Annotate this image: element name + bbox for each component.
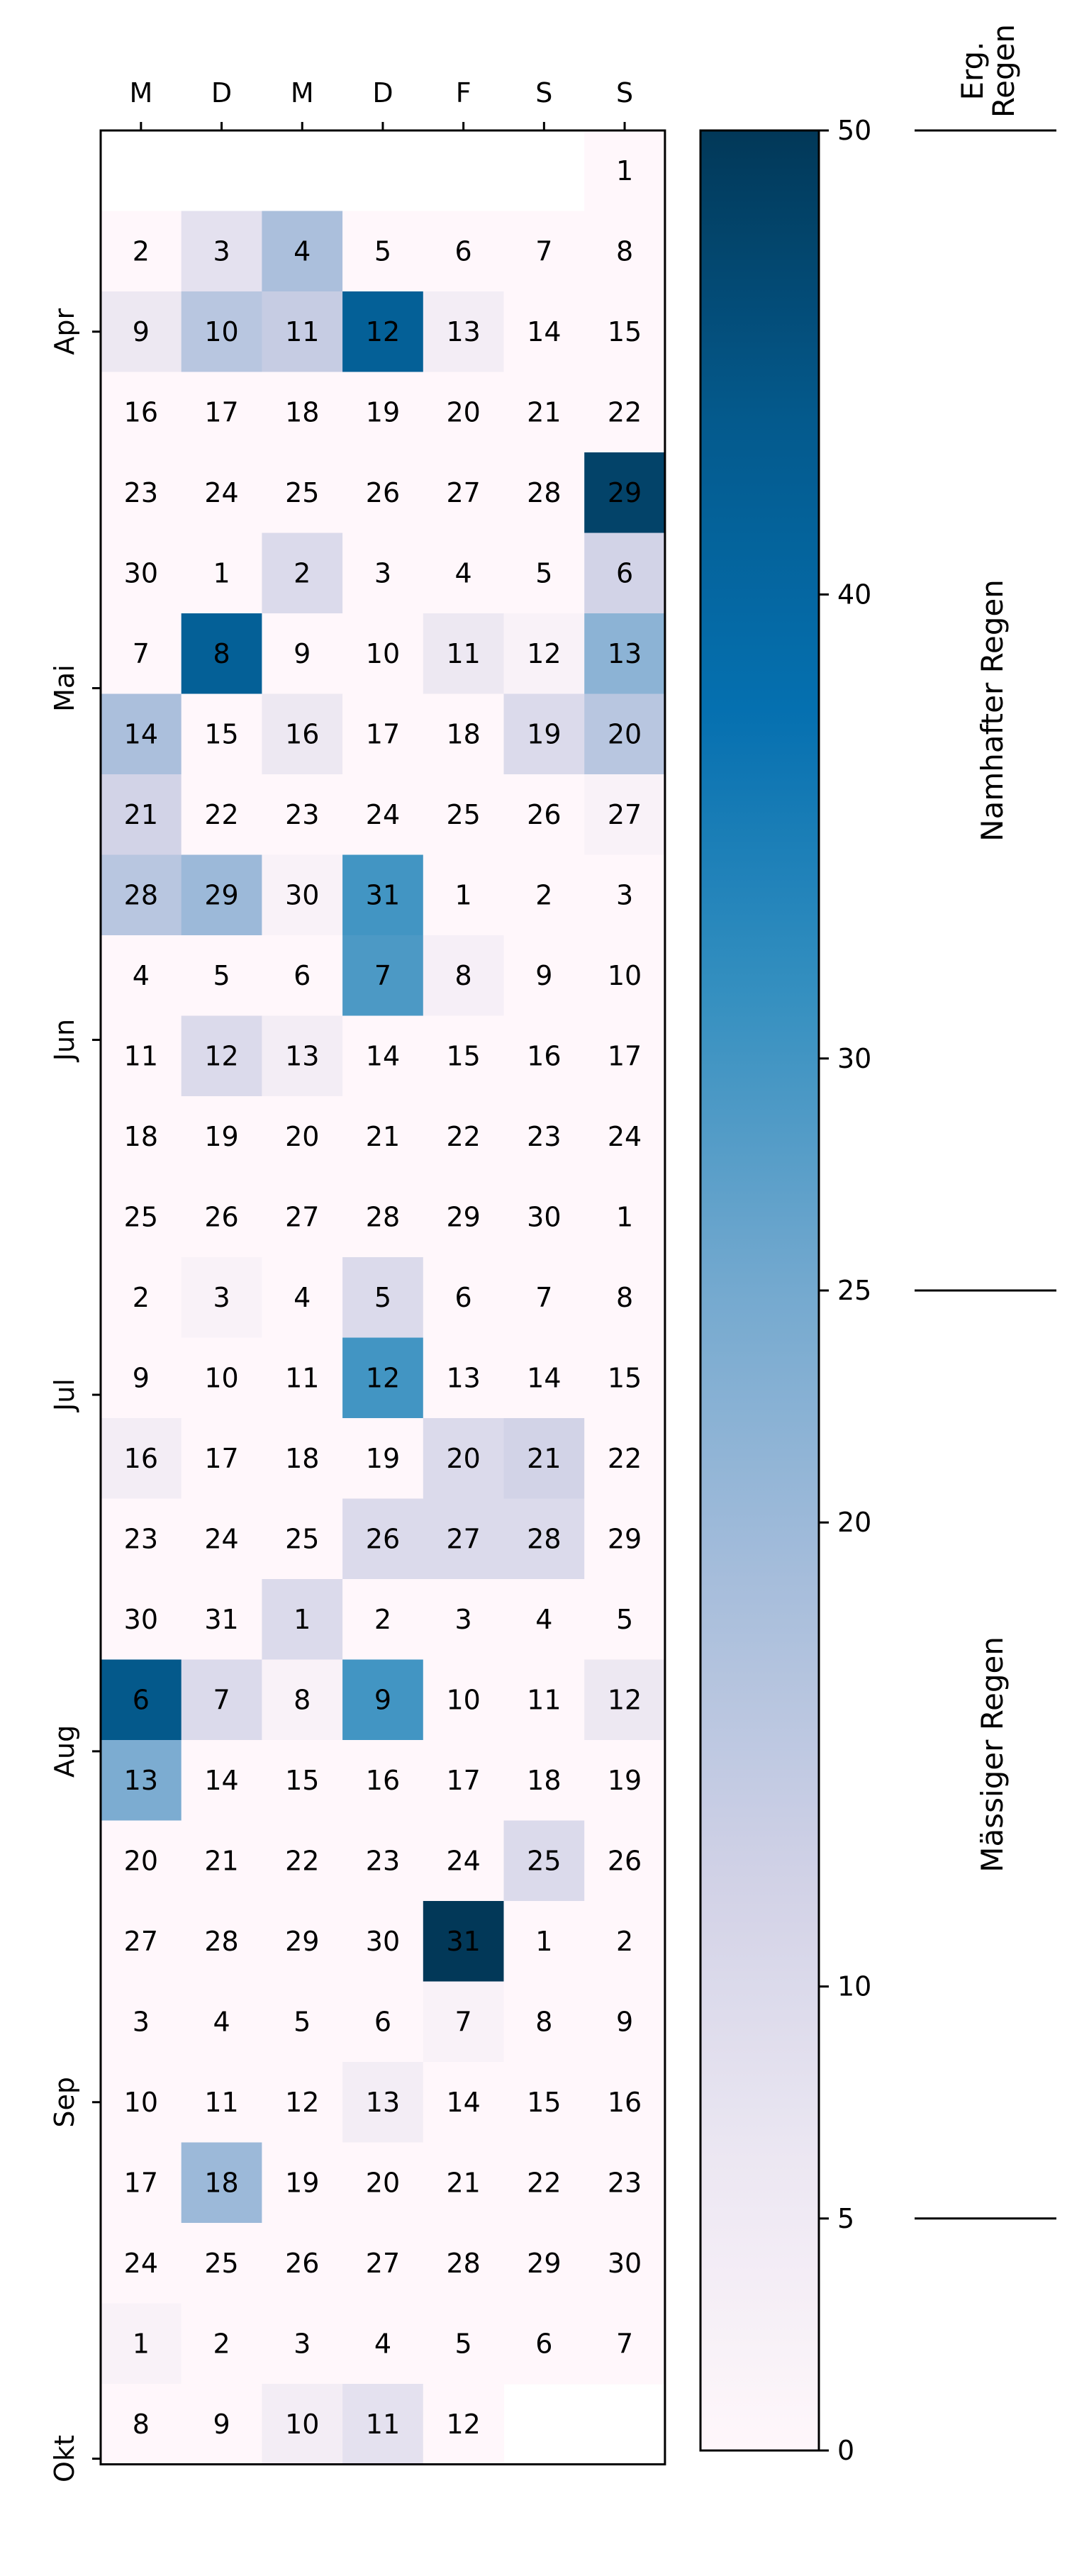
colorbar-tick-label: 10 (837, 1970, 872, 2002)
day-label: 16 (365, 1764, 401, 1796)
month-label: Okt (49, 2435, 80, 2482)
day-label: 2 (615, 1925, 634, 1957)
day-label: 4 (294, 1281, 311, 1313)
colorbar-tick-label: 20 (837, 1507, 872, 1539)
day-label: 12 (607, 1684, 642, 1716)
day-label: 18 (123, 1120, 159, 1152)
day-label: 10 (204, 1362, 239, 1394)
day-label: 1 (615, 155, 634, 186)
day-label: 13 (123, 1764, 159, 1796)
weekday-label: S (535, 77, 553, 108)
day-label: 14 (123, 718, 159, 750)
weekday-label: M (290, 77, 314, 108)
month-label: Jul (49, 1378, 80, 1412)
day-label: 21 (365, 1120, 401, 1152)
day-label: 2 (294, 557, 311, 589)
day-label: 2 (132, 1281, 150, 1313)
day-label: 3 (374, 557, 392, 589)
day-label: 10 (446, 1684, 481, 1716)
day-label: 22 (204, 798, 239, 830)
day-label: 5 (374, 235, 392, 267)
day-label: 9 (535, 959, 553, 991)
day-label: 7 (535, 1281, 553, 1313)
day-label: 22 (527, 2167, 562, 2199)
day-label: 17 (123, 2167, 159, 2199)
day-label: 14 (446, 2086, 481, 2118)
month-label: Sep (49, 2076, 80, 2128)
day-label: 5 (213, 959, 230, 991)
day-label: 28 (527, 476, 562, 508)
day-label: 6 (132, 1684, 150, 1716)
day-label: 14 (204, 1764, 239, 1796)
month-label: Apr (49, 308, 80, 355)
day-label: 12 (365, 1362, 401, 1394)
day-label: 20 (446, 396, 481, 428)
day-label: 16 (123, 1442, 159, 1474)
day-label: 7 (454, 2006, 472, 2038)
colorbar (700, 130, 819, 2450)
day-label: 17 (365, 718, 401, 750)
day-label: 6 (454, 235, 472, 267)
day-label: 12 (285, 2086, 320, 2118)
day-label: 24 (365, 798, 401, 830)
day-label: 28 (204, 1925, 239, 1957)
day-label: 11 (123, 1040, 159, 1072)
month-label: Mai (49, 664, 80, 712)
day-label: 8 (535, 2006, 553, 2038)
day-label: 27 (123, 1925, 159, 1957)
day-label: 30 (365, 1925, 401, 1957)
day-label: 26 (527, 798, 562, 830)
day-label: 21 (123, 798, 159, 830)
day-label: 15 (607, 1362, 642, 1394)
day-label: 17 (607, 1040, 642, 1072)
day-label: 20 (123, 1845, 159, 1877)
day-label: 22 (607, 1442, 642, 1474)
day-label: 15 (607, 316, 642, 347)
day-label: 2 (374, 1603, 392, 1635)
day-label: 18 (446, 718, 481, 750)
day-label: 14 (527, 316, 562, 347)
day-label: 28 (123, 879, 159, 911)
day-label: 15 (446, 1040, 481, 1072)
day-label: 21 (446, 2167, 481, 2199)
day-label: 9 (132, 316, 150, 347)
day-label: 12 (446, 2408, 481, 2440)
day-label: 17 (446, 1764, 481, 1796)
day-label: 1 (454, 879, 472, 911)
day-label: 11 (527, 1684, 562, 1716)
day-label: 26 (285, 2247, 320, 2279)
day-label: 5 (374, 1281, 392, 1313)
day-label: 1 (615, 1201, 634, 1233)
day-label: 4 (132, 959, 150, 991)
day-label: 30 (123, 1603, 159, 1635)
day-label: 13 (446, 1362, 481, 1394)
day-label: 11 (285, 1362, 320, 1394)
day-label: 14 (527, 1362, 562, 1394)
day-label: 27 (365, 2247, 401, 2279)
month-label: Jun (49, 1018, 80, 1061)
day-label: 31 (204, 1603, 239, 1635)
day-label: 24 (446, 1845, 481, 1877)
day-label: 23 (607, 2167, 642, 2199)
day-label: 20 (446, 1442, 481, 1474)
day-label: 21 (527, 1442, 562, 1474)
day-label: 15 (527, 2086, 562, 2118)
day-label: 9 (615, 2006, 634, 2038)
day-label: 16 (607, 2086, 642, 2118)
rain-category-label: Namhafter Regen (975, 579, 1010, 842)
day-label: 8 (294, 1684, 311, 1716)
day-label: 28 (527, 1523, 562, 1555)
day-label: 4 (535, 1603, 553, 1635)
day-label: 30 (527, 1201, 562, 1233)
day-label: 18 (285, 396, 320, 428)
weekday-label: F (455, 77, 471, 108)
day-label: 30 (607, 2247, 642, 2279)
day-label: 29 (446, 1201, 481, 1233)
day-label: 7 (615, 2328, 634, 2360)
day-label: 23 (285, 798, 320, 830)
weekday-label: D (211, 77, 233, 108)
day-label: 22 (607, 396, 642, 428)
day-label: 25 (446, 798, 481, 830)
day-label: 3 (213, 1281, 230, 1313)
rain-category-header: Regen (986, 23, 1021, 118)
day-label: 1 (535, 1925, 553, 1957)
day-label: 13 (446, 316, 481, 347)
day-label: 19 (365, 396, 401, 428)
day-label: 6 (294, 959, 311, 991)
day-label: 10 (607, 959, 642, 991)
day-label: 19 (204, 1120, 239, 1152)
day-label: 24 (204, 1523, 239, 1555)
day-label: 18 (285, 1442, 320, 1474)
day-label: 9 (213, 2408, 230, 2440)
day-label: 5 (294, 2006, 311, 2038)
day-label: 3 (454, 1603, 472, 1635)
day-label: 30 (285, 879, 320, 911)
day-label: 1 (132, 2328, 150, 2360)
day-label: 2 (535, 879, 553, 911)
day-label: 25 (204, 2247, 239, 2279)
day-label: 3 (213, 235, 230, 267)
day-label: 11 (446, 637, 481, 669)
weekday-label: M (129, 77, 153, 108)
day-label: 23 (123, 1523, 159, 1555)
day-label: 17 (204, 1442, 239, 1474)
day-label: 2 (132, 235, 150, 267)
day-label: 3 (615, 879, 634, 911)
day-label: 15 (285, 1764, 320, 1796)
day-label: 7 (213, 1684, 230, 1716)
colorbar-tick-label: 50 (837, 115, 872, 146)
day-label: 29 (527, 2247, 562, 2279)
day-label: 6 (615, 557, 634, 589)
day-label: 4 (213, 2006, 230, 2038)
day-label: 28 (446, 2247, 481, 2279)
day-label: 12 (527, 637, 562, 669)
day-label: 10 (204, 316, 239, 347)
day-label: 20 (285, 1120, 320, 1152)
day-label: 5 (615, 1603, 634, 1635)
rain-category-label: Mässiger Regen (975, 1637, 1010, 1873)
day-label: 25 (285, 476, 320, 508)
month-label: Aug (49, 1724, 80, 1778)
day-label: 12 (204, 1040, 239, 1072)
day-label: 16 (285, 718, 320, 750)
day-label: 15 (204, 718, 239, 750)
day-label: 7 (132, 637, 150, 669)
weekday-label: S (615, 77, 634, 108)
day-label: 16 (123, 396, 159, 428)
day-label: 4 (454, 557, 472, 589)
day-label: 20 (607, 718, 642, 750)
day-label: 26 (365, 1523, 401, 1555)
day-label: 16 (527, 1040, 562, 1072)
day-label: 4 (374, 2328, 392, 2360)
day-label: 7 (374, 959, 392, 991)
day-label: 27 (446, 1523, 481, 1555)
day-label: 30 (123, 557, 159, 589)
day-label: 29 (607, 1523, 642, 1555)
day-label: 18 (527, 1764, 562, 1796)
day-label: 19 (285, 2167, 320, 2199)
rain-category-header: Erg. (955, 41, 990, 101)
day-label: 8 (454, 959, 472, 991)
day-label: 1 (294, 1603, 311, 1635)
day-label: 19 (607, 1764, 642, 1796)
day-label: 19 (365, 1442, 401, 1474)
colorbar-tick-label: 5 (837, 2202, 855, 2234)
day-label: 13 (285, 1040, 320, 1072)
day-label: 7 (535, 235, 553, 267)
day-label: 24 (123, 2247, 159, 2279)
day-label: 27 (607, 798, 642, 830)
day-label: 3 (132, 2006, 150, 2038)
day-label: 6 (535, 2328, 553, 2360)
day-label: 31 (365, 879, 401, 911)
day-label: 17 (204, 396, 239, 428)
colorbar-tick-label: 30 (837, 1042, 872, 1074)
day-label: 21 (204, 1845, 239, 1877)
day-label: 25 (285, 1523, 320, 1555)
day-label: 26 (607, 1845, 642, 1877)
day-label: 5 (535, 557, 553, 589)
day-label: 1 (213, 557, 230, 589)
day-label: 14 (365, 1040, 401, 1072)
day-label: 23 (365, 1845, 401, 1877)
day-label: 9 (294, 637, 311, 669)
day-label: 26 (204, 1201, 239, 1233)
day-label: 9 (132, 1362, 150, 1394)
day-label: 26 (365, 476, 401, 508)
day-label: 31 (446, 1925, 481, 1957)
day-label: 11 (365, 2408, 401, 2440)
day-label: 12 (365, 316, 401, 347)
day-label: 20 (365, 2167, 401, 2199)
day-label: 13 (365, 2086, 401, 2118)
day-label: 27 (446, 476, 481, 508)
day-label: 21 (527, 396, 562, 428)
day-label: 25 (123, 1201, 159, 1233)
day-label: 13 (607, 637, 642, 669)
day-label: 18 (204, 2167, 239, 2199)
day-label: 6 (454, 1281, 472, 1313)
day-label: 5 (454, 2328, 472, 2360)
day-label: 19 (527, 718, 562, 750)
day-label: 29 (607, 476, 642, 508)
day-label: 22 (446, 1120, 481, 1152)
day-label: 2 (213, 2328, 230, 2360)
colorbar-tick-label: 25 (837, 1275, 872, 1306)
day-label: 8 (615, 1281, 634, 1313)
day-label: 4 (294, 235, 311, 267)
day-label: 10 (123, 2086, 159, 2118)
day-label: 8 (615, 235, 634, 267)
day-label: 10 (365, 637, 401, 669)
day-label: 8 (132, 2408, 150, 2440)
day-label: 25 (527, 1845, 562, 1877)
day-label: 24 (204, 476, 239, 508)
day-label: 24 (607, 1120, 642, 1152)
day-label: 27 (285, 1201, 320, 1233)
day-label: 11 (204, 2086, 239, 2118)
day-label: 28 (365, 1201, 401, 1233)
day-label: 29 (285, 1925, 320, 1957)
day-label: 23 (527, 1120, 562, 1152)
day-label: 6 (374, 2006, 392, 2038)
day-label: 11 (285, 316, 320, 347)
day-label: 9 (374, 1684, 392, 1716)
day-label: 10 (285, 2408, 320, 2440)
day-label: 22 (285, 1845, 320, 1877)
day-label: 3 (294, 2328, 311, 2360)
day-label: 29 (204, 879, 239, 911)
day-label: 23 (123, 476, 159, 508)
colorbar-tick-label: 0 (837, 2435, 855, 2466)
colorbar-tick-label: 40 (837, 579, 872, 610)
day-label: 8 (213, 637, 230, 669)
weekday-label: D (372, 77, 393, 108)
